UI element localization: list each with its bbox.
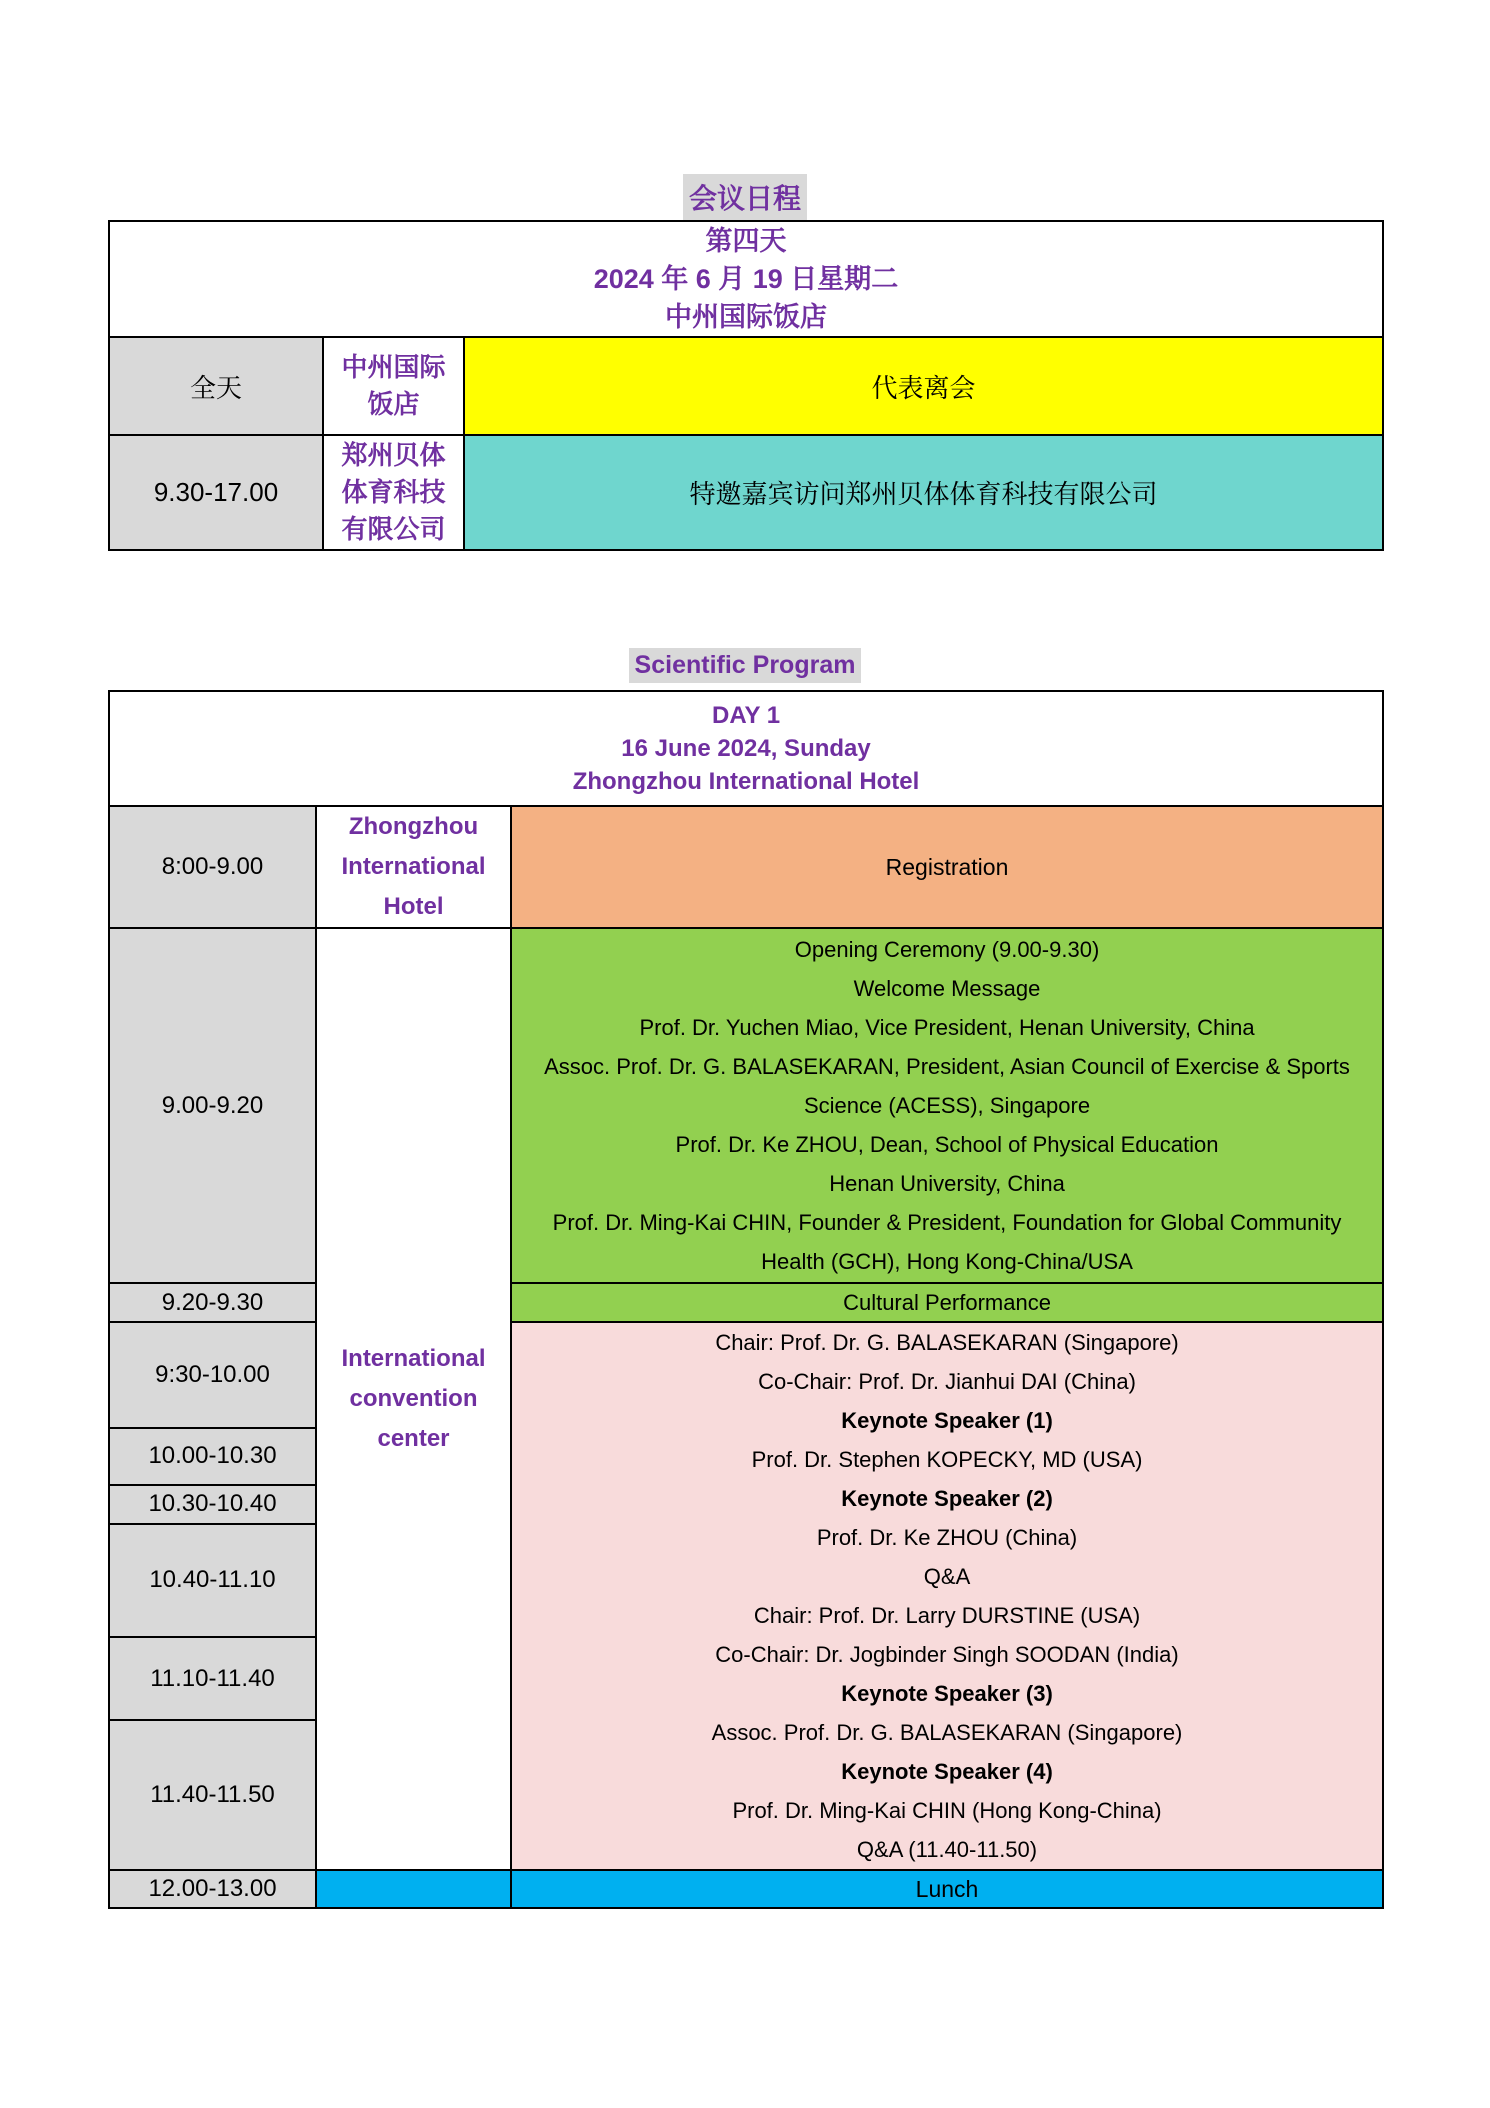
time-cell: 11.10-11.40 — [109, 1637, 316, 1720]
venue-cell: 中州国际饭店 — [323, 337, 464, 435]
day-label-cn: 第四天 — [705, 226, 787, 256]
keynote-line: Co-Chair: Prof. Dr. Jianhui DAI (China) — [758, 1369, 1136, 1394]
opening-line: Prof. Dr. Ke ZHOU, Dean, School of Physical Education — [675, 1132, 1219, 1157]
opening-line: Welcome Message — [853, 976, 1041, 1001]
venue-cell: Zhongzhou International Hotel — [316, 806, 511, 928]
activity-cell-opening-ceremony — [511, 928, 1383, 1283]
activity-cell-lunch: Lunch — [511, 1870, 1383, 1908]
opening-line: Prof. Dr. Ming-Kai CHIN, Founder & President, Foundation for Global Community — [552, 1210, 1342, 1235]
table-row — [109, 435, 1383, 550]
keynote-line: Keynote Speaker (2) — [841, 1486, 1053, 1511]
table-row — [109, 806, 1383, 928]
table-en-header — [109, 691, 1383, 806]
schedule-table-en — [108, 690, 1384, 1909]
opening-line: Opening Ceremony (9.00-9.30) — [794, 937, 1100, 962]
keynote-line: Prof. Dr. Stephen KOPECKY, MD (USA) — [751, 1447, 1143, 1472]
table-cn-header — [109, 221, 1383, 337]
program-title-en-text: Scientific Program — [629, 648, 862, 683]
date-label-cn: 2024 年 6 月 19 日星期二 — [593, 264, 899, 294]
table-row — [109, 1322, 1383, 1428]
keynote-line: Chair: Prof. Dr. Larry DURSTINE (USA) — [753, 1603, 1141, 1628]
time-cell: 全天 — [109, 337, 323, 435]
keynote-line: Co-Chair: Dr. Jogbinder Singh SOODAN (India) — [715, 1642, 1179, 1667]
time-cell: 8:00-9.00 — [109, 806, 316, 928]
keynote-line: Prof. Dr. Ke ZHOU (China) — [816, 1525, 1078, 1550]
opening-line: Prof. Dr. Yuchen Miao, Vice President, Henan University, China — [639, 1015, 1255, 1040]
time-cell: 12.00-13.00 — [109, 1870, 316, 1908]
keynote-line: Keynote Speaker (1) — [841, 1408, 1053, 1433]
keynote-line: Chair: Prof. Dr. G. BALASEKARAN (Singapore) — [715, 1330, 1179, 1355]
opening-line: Henan University, China — [829, 1171, 1065, 1196]
time-cell: 9.20-9.30 — [109, 1283, 316, 1322]
time-cell: 10.40-11.10 — [109, 1524, 316, 1637]
time-cell: 11.40-11.50 — [109, 1720, 316, 1870]
opening-line: Assoc. Prof. Dr. G. BALASEKARAN, President, Asian Council of Exercise & Sports — [544, 1054, 1350, 1079]
venue-label-cn: 中州国际饭店 — [665, 302, 827, 332]
opening-line: Science (ACESS), Singapore — [803, 1093, 1091, 1118]
keynote-line: Q&A — [923, 1564, 971, 1589]
time-cell: 9:30-10.00 — [109, 1322, 316, 1428]
time-cell: 10.00-10.30 — [109, 1428, 316, 1484]
table-row — [109, 928, 1383, 1283]
keynote-line: Keynote Speaker (4) — [841, 1759, 1053, 1784]
program-title-cn-text: 会议日程 — [683, 174, 807, 220]
day-label-en: DAY 1 — [711, 702, 781, 729]
table-row — [109, 337, 1383, 435]
table-row — [109, 1283, 1383, 1322]
activity-cell-keynotes — [511, 1322, 1383, 1870]
venue-cell-merged: International convention center — [316, 928, 511, 1870]
venue-cell: 郑州贝体体育科技有限公司 — [323, 435, 464, 550]
program-title-en — [0, 648, 1490, 683]
table-row — [109, 1870, 1383, 1908]
keynote-line: Assoc. Prof. Dr. G. BALASEKARAN (Singapore) — [711, 1720, 1183, 1745]
keynote-line: Q&A (11.40-11.50) — [856, 1837, 1038, 1862]
keynote-line: Keynote Speaker (3) — [841, 1681, 1053, 1706]
schedule-table-cn — [108, 220, 1384, 551]
program-title-cn — [0, 174, 1490, 220]
time-cell: 10.30-10.40 — [109, 1485, 316, 1524]
time-cell: 9.00-9.20 — [109, 928, 316, 1283]
date-label-en: 16 June 2024, Sunday — [621, 735, 871, 762]
venue-label-en: Zhongzhou International Hotel — [572, 768, 920, 795]
activity-cell-visit: 特邀嘉宾访问郑州贝体体育科技有限公司 — [464, 435, 1383, 550]
keynote-line: Prof. Dr. Ming-Kai CHIN (Hong Kong-China) — [732, 1798, 1162, 1823]
activity-cell-departure: 代表离会 — [464, 337, 1383, 435]
activity-cell-cultural-performance: Cultural Performance — [511, 1283, 1383, 1322]
activity-cell-registration: Registration — [511, 806, 1383, 928]
time-cell: 9.30-17.00 — [109, 435, 323, 550]
lunch-spacer-cell — [316, 1870, 511, 1908]
opening-line: Health (GCH), Hong Kong-China/USA — [761, 1249, 1133, 1274]
